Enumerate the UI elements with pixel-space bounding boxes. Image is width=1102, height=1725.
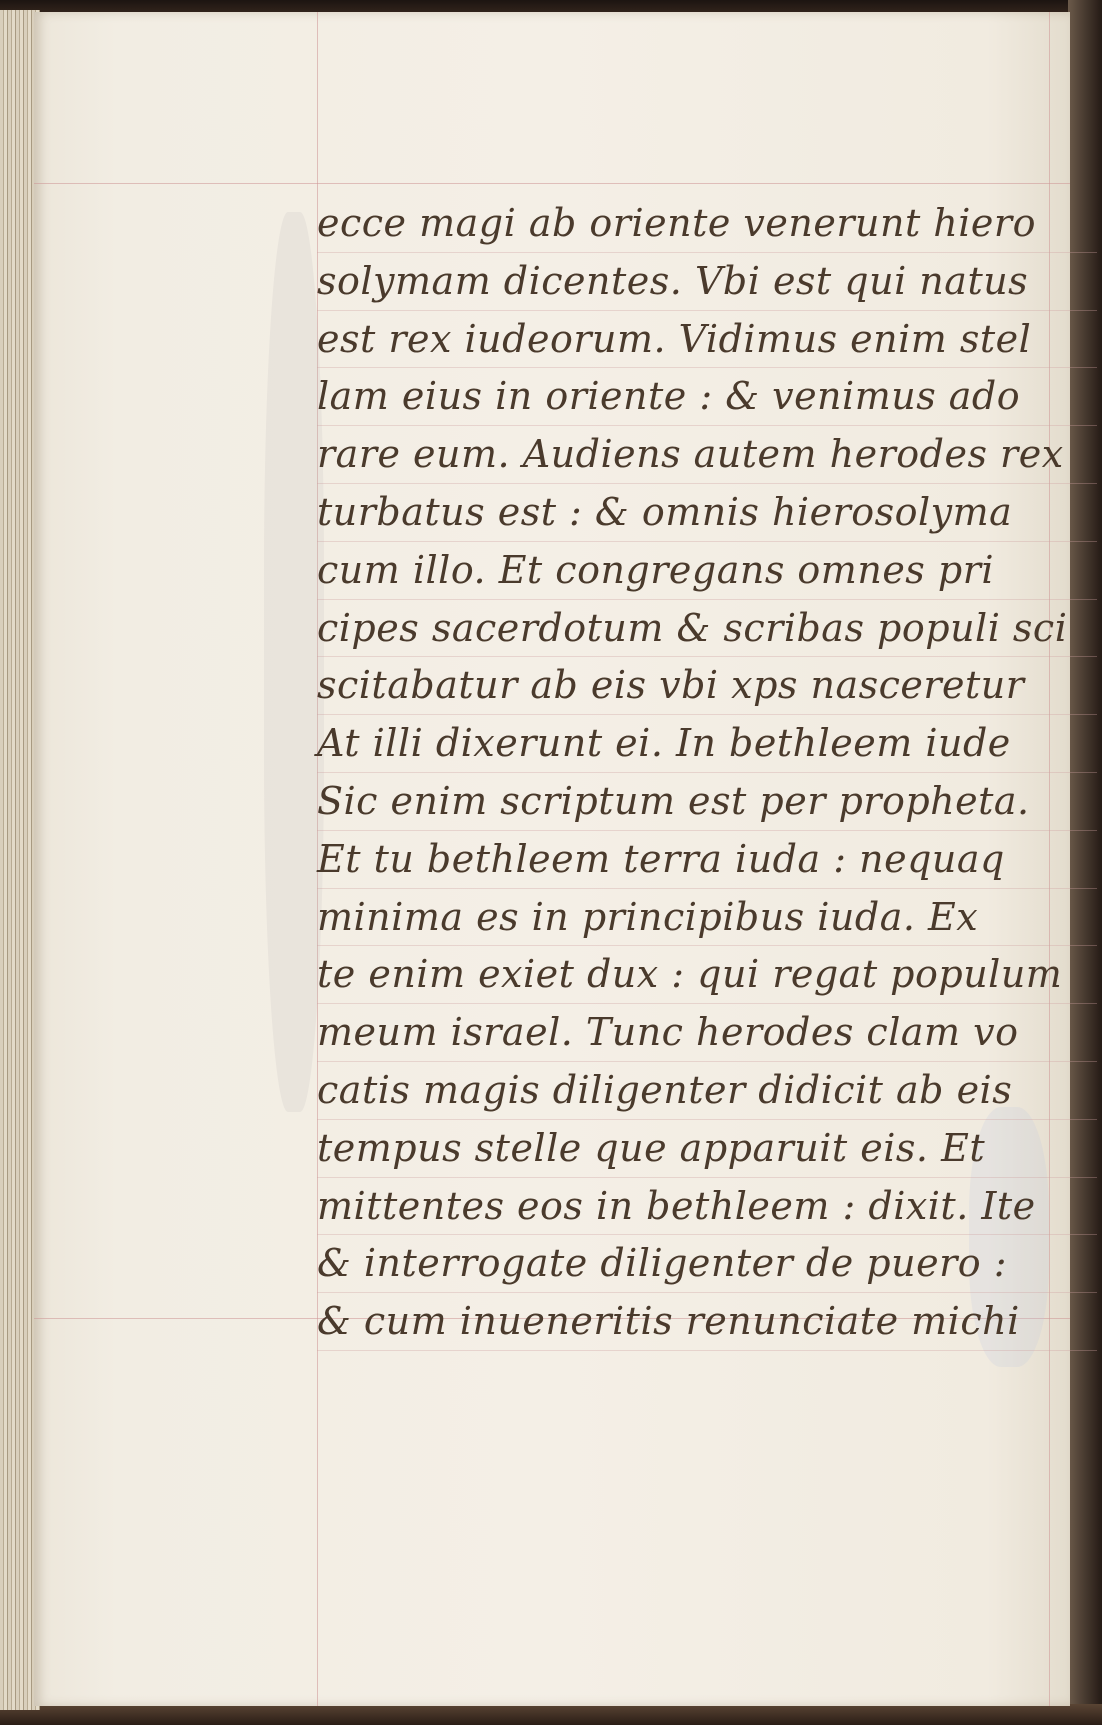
text-line: minima es in principibus iuda. Ex: [317, 889, 1097, 947]
text-line: cipes sacerdotum & scribas populi sci: [317, 600, 1097, 658]
text-line: ecce magi ab oriente venerunt hiero: [317, 195, 1097, 253]
text-line: meum israel. Tunc herodes clam vo: [317, 1004, 1097, 1062]
manuscript-page: [34, 12, 1070, 1706]
text-line: solymam dicentes. Vbi est qui natus: [317, 253, 1097, 311]
text-line: lam eius in oriente : & venimus ado: [317, 368, 1097, 426]
text-line: cum illo. Et congregans omnes pri: [317, 542, 1097, 600]
text-line: te enim exiet dux : qui regat populum: [317, 946, 1097, 1004]
manuscript-text: [317, 195, 1097, 1351]
text-line: & interrogate diligenter de puero :: [317, 1235, 1097, 1293]
text-line: mittentes eos in bethleem : dixit. Ite: [317, 1178, 1097, 1236]
margin-rule-top: [34, 183, 1070, 184]
text-line: scitabatur ab eis vbi xps nasceretur: [317, 657, 1097, 715]
text-line: rare eum. Audiens autem herodes rex: [317, 426, 1097, 484]
text-line: Et tu bethleem terra iuda : nequaq: [317, 831, 1097, 889]
text-line: At illi dixerunt ei. In bethleem iude: [317, 715, 1097, 773]
text-line: catis magis diligenter didicit ab eis: [317, 1062, 1097, 1120]
text-line: turbatus est : & omnis hierosolyma: [317, 484, 1097, 542]
bleed-through-stain: [264, 212, 324, 1112]
text-line: est rex iudeorum. Vidimus enim stel: [317, 311, 1097, 369]
text-line: tempus stelle que apparuit eis. Et: [317, 1120, 1097, 1178]
binding-bottom-edge: [0, 1704, 1102, 1725]
text-line: & cum inueneritis renunciate michi: [317, 1293, 1097, 1351]
text-line: Sic enim scriptum est per propheta.: [317, 773, 1097, 831]
